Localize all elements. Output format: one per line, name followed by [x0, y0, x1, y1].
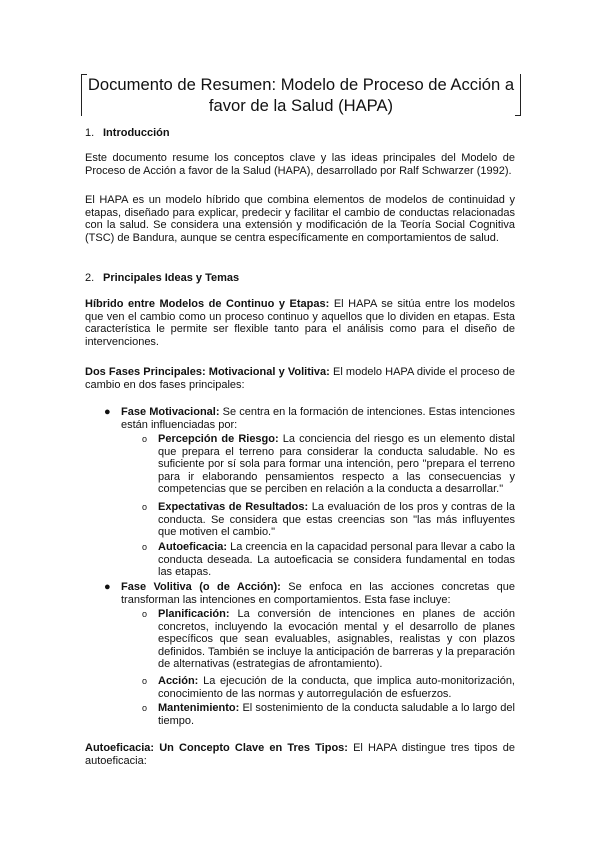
bullet-icon: ●	[104, 581, 111, 593]
sub-item-percepcion-riesgo	[142, 433, 515, 496]
sub-item-text: La evaluación de los pros y contras de la conducta. Se considera que estas creencias son "las más influyentes que motiven el cambio."	[158, 501, 515, 539]
intro-paragraph-1: Este documento resume los conceptos clave y las ideas principales del Modelo de Proceso de Acción a favor de la Salud (HAPA), desarrollado por Ralf Schwarzer (1992).	[85, 152, 515, 177]
title-box	[81, 74, 521, 116]
sub-item-lead: Mantenimiento:	[158, 702, 240, 714]
sub-item-lead: Acción:	[158, 675, 199, 687]
circle-bullet-icon: o	[142, 609, 148, 619]
sub-item-text: La creencia en la capacidad personal para llevar a cabo la conducta deseada. La autoeficacia se considera fundamental en todas las etapas.	[158, 541, 515, 579]
sub-item-mantenimiento	[142, 702, 515, 727]
section-heading-ideas	[85, 271, 239, 285]
hibrido-text: El HAPA se sitúa entre los modelos que ven el cambio como un proceso continuo y aquellos que lo dividen en etapas. Esta característica le permite ser flexible tanto para el análisis como para el diseño de intervenciones.	[85, 298, 515, 348]
motivacional-text: Se centra en la formación de intenciones. Estas intenciones están influenciadas por:	[121, 406, 515, 431]
circle-bullet-icon: o	[142, 676, 148, 686]
bullet-icon: ●	[104, 406, 111, 418]
motivacional-lead: Fase Motivacional:	[121, 406, 220, 418]
circle-bullet-icon: o	[142, 434, 148, 444]
section-label: Principales Ideas y Temas	[103, 272, 240, 284]
sub-item-planificacion	[142, 608, 515, 671]
sub-item-autoeficacia	[142, 541, 515, 579]
section-label: Introducción	[103, 127, 170, 139]
section-number: 2.	[85, 272, 95, 284]
autoeficacia-text: El HAPA distingue tres tipos de autoeficacia:	[85, 742, 515, 767]
sub-item-expectativas	[142, 501, 515, 539]
sub-item-lead: Percepción de Riesgo:	[158, 433, 279, 445]
sub-item-text: La conciencia del riesgo es un elemento distal que prepara el terreno para considerar la conducta saludable. No es suficiente por sí sola para formar una intención, pero "prepara el terreno para ir elaborando pensamientos respecto a las consecuencias y competencias que se perciben en relación a la conducta a desarrollar."	[158, 433, 515, 496]
sub-item-lead: Autoeficacia:	[158, 541, 228, 553]
volitiva-text: Se enfoca en las acciones concretas que transforman las intenciones en comportamientos. Esta fase incluye:	[121, 581, 515, 606]
section-heading-introduccion	[85, 126, 170, 140]
document-title: Documento de Resumen: Modelo de Proceso de Acción a favor de la Salud (HAPA)	[87, 75, 515, 115]
fases-lead: Dos Fases Principales: Motivacional y Volitiva:	[85, 366, 330, 378]
sub-item-text: El sostenimiento de la conducta saludable a lo largo del tiempo.	[158, 702, 515, 727]
fases-paragraph	[85, 366, 515, 391]
autoeficacia-lead: Autoeficacia: Un Concepto Clave en Tres Tipos:	[85, 742, 348, 754]
sub-item-lead: Expectativas de Resultados:	[158, 501, 309, 513]
sub-item-lead: Planificación:	[158, 608, 230, 620]
autoeficacia-paragraph	[85, 742, 515, 767]
sub-item-accion	[142, 675, 515, 700]
section-number: 1.	[85, 127, 95, 139]
fases-text: El modelo HAPA divide el proceso de cambio en dos fases principales:	[85, 366, 515, 391]
hibrido-paragraph	[85, 298, 515, 348]
list-item-fase-volitiva	[104, 581, 515, 606]
circle-bullet-icon: o	[142, 703, 148, 713]
list-item-fase-motivacional	[104, 406, 515, 431]
sub-item-text: La conversión de intenciones en planes de acción concretos, incluyendo la evocación mental y el desarrollo de planes específicos que sean evaluables, asignables, realistas y con plazos definidos. También se incluye la anticipación de barreras y la preparación de alternativas (estrategias de afrontamiento).	[158, 608, 515, 671]
intro-paragraph-2: El HAPA es un modelo híbrido que combina elementos de modelos de continuidad y etapas, diseñado para explicar, predecir y facilitar el cambio de conductas relacionadas con la salud. Se considera una extensión y modificación de la Teoría Social Cognitiva (TSC) de Bandura, aunque se centra específicamente en comportamientos de salud.	[85, 194, 515, 244]
circle-bullet-icon: o	[142, 542, 148, 552]
hibrido-lead: Híbrido entre Modelos de Continuo y Etapas:	[85, 298, 330, 310]
circle-bullet-icon: o	[142, 502, 148, 512]
sub-item-text: La ejecución de la conducta, que implica auto-monitorización, conocimiento de las normas y autorregulación de esfuerzos.	[158, 675, 515, 700]
volitiva-lead: Fase Volitiva (o de Acción):	[121, 581, 281, 593]
